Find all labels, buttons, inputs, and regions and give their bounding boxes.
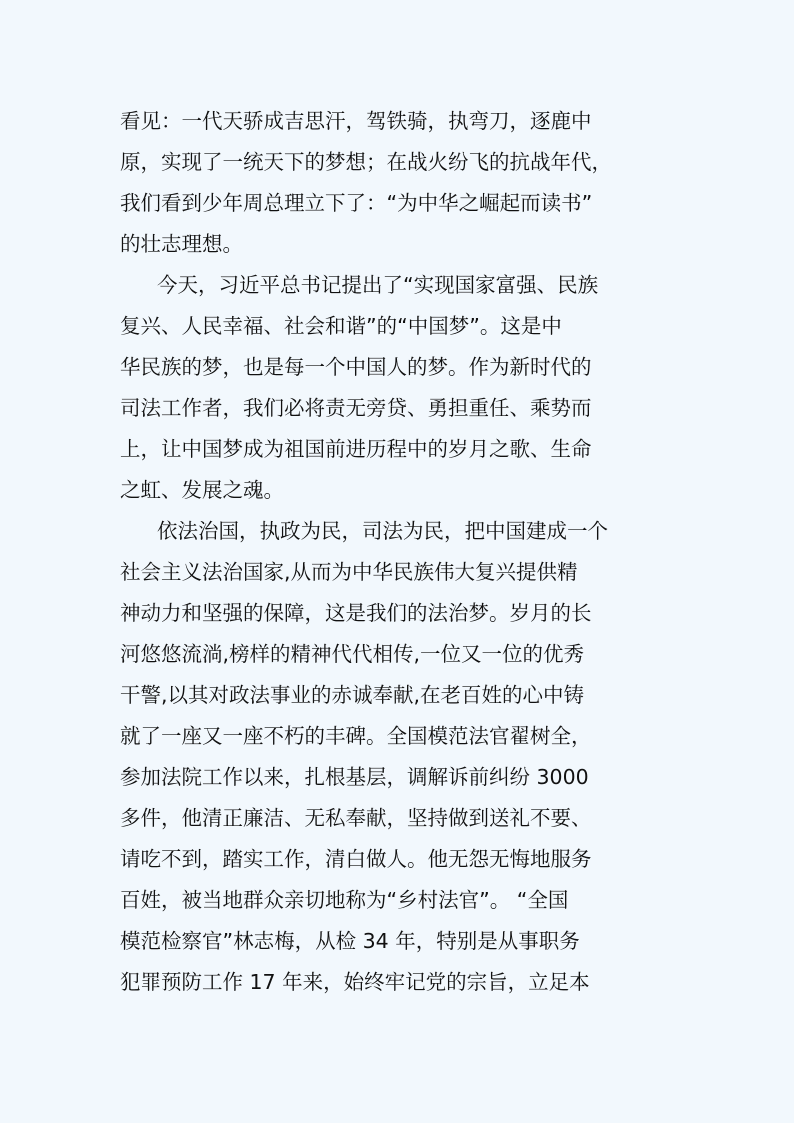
- text-line: 请吃不到，踏实工作，清白做人。他无怨无悔地服务: [120, 847, 592, 871]
- text-line: 原，实现了一统天下的梦想；在战火纷飞的抗战年代，: [120, 150, 612, 174]
- text-line: 干警,以其对政法事业的赤诚奉献,在老百姓的心中铸: [120, 683, 585, 707]
- paragraph-start-line: 依法治国，执政为民，司法为民，把中国建成一个: [157, 519, 608, 543]
- text-line: 的壮志理想。: [120, 232, 243, 256]
- text-line: 我们看到少年周总理立下了：“为中华之崛起而读书”: [120, 191, 593, 215]
- text-line: 河悠悠流淌,榜样的精神代代相传,一位又一位的优秀: [120, 642, 585, 666]
- text-line: 神动力和坚强的保障，这是我们的法治梦。岁月的长: [120, 601, 592, 625]
- document-body: [120, 101, 680, 1003]
- text-line: 社会主义法治国家,从而为中华民族伟大复兴提供精: [120, 560, 578, 584]
- text-line: 复兴、人民幸福、社会和谐”的“中国梦”。这是中: [120, 314, 562, 338]
- paragraph-start-line: 今天，习近平总书记提出了“实现国家富强、民族: [157, 273, 599, 297]
- text-line: 模范检察官”林志梅，从检 34 年，特别是从事职务: [120, 929, 580, 953]
- text-line: 之虹、发展之魂。: [120, 478, 284, 502]
- text-line: 犯罪预防工作 17 年来，始终牢记党的宗旨，立足本: [120, 970, 590, 994]
- text-line: 上，让中国梦成为祖国前进历程中的岁月之歌、生命: [120, 437, 592, 461]
- text-line: 华民族的梦，也是每一个中国人的梦。作为新时代的: [120, 355, 592, 379]
- text-line: 看见：一代天骄成吉思汗，驾铁骑，执弯刀，逐鹿中: [120, 109, 592, 133]
- text-line: 就了一座又一座不朽的丰碑。全国模范法官翟树全，: [120, 724, 592, 748]
- text-line: 司法工作者，我们必将责无旁贷、勇担重任、乘势而: [120, 396, 592, 420]
- text-line: 参加法院工作以来，扎根基层，调解诉前纠纷 3000: [120, 765, 589, 789]
- text-line: 百姓，被当地群众亲切地称为“乡村法官”。 “全国: [120, 888, 569, 912]
- text-line: 多件，他清正廉洁、无私奉献，坚持做到送礼不要、: [120, 806, 592, 830]
